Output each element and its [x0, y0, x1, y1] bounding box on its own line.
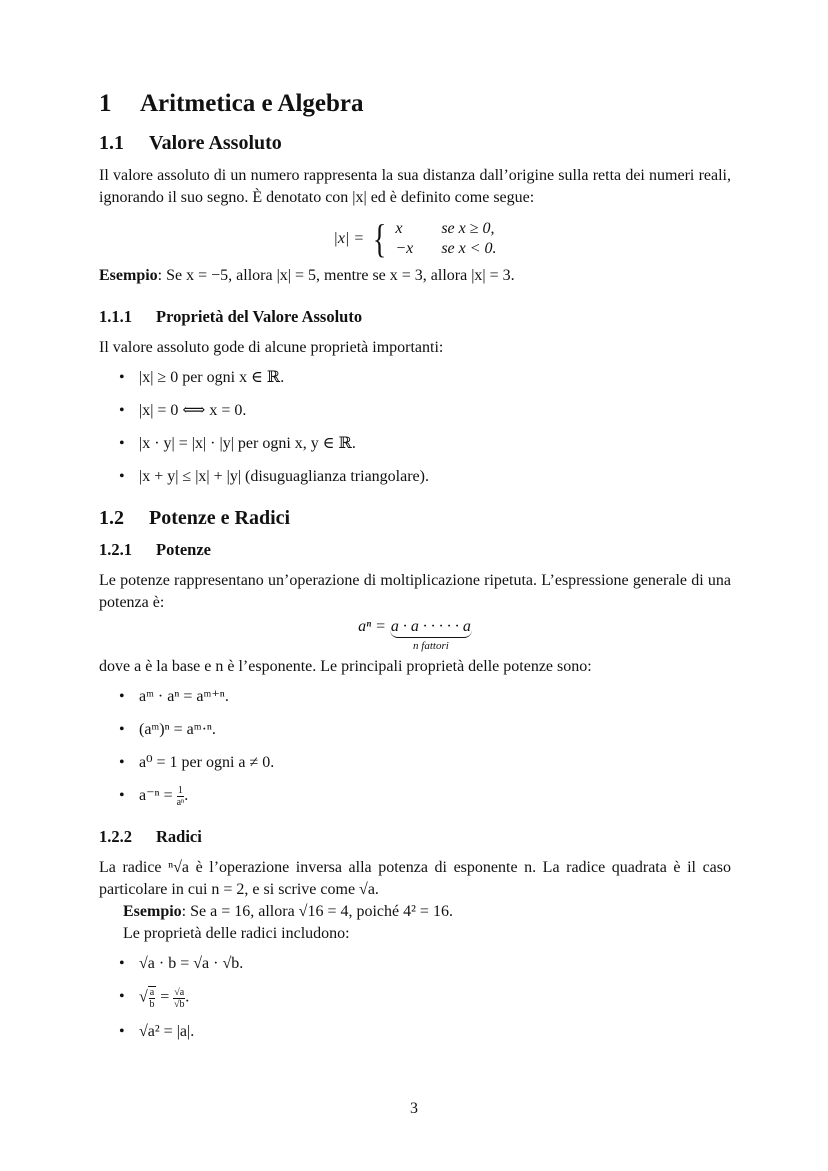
fraction-numerator: a: [149, 987, 155, 998]
formula-lhs: |x| =: [333, 230, 365, 247]
example-label: Esempio: [123, 903, 182, 920]
fraction-numerator: √a: [174, 986, 185, 998]
bullet-list: [99, 953, 731, 1043]
fraction: [173, 987, 185, 1010]
case-condition: se x ≥ 0,: [441, 220, 495, 237]
subsection-title: Potenze e Radici: [149, 507, 291, 529]
paragraph: La radice ⁿ√a è l’operazione inversa alla potenza di esponente n. La radice quadrata è il caso particolare in cui n = 2, e si scrive come √a.: [99, 859, 731, 898]
case-value: −x: [395, 240, 414, 257]
fraction-denominator: b: [149, 999, 155, 1010]
underbrace: [390, 618, 472, 654]
cases-block: [395, 220, 496, 258]
subsubsection-title: Radici: [156, 827, 202, 846]
list-item: • a⁰ = 1 per ogni a ≠ 0.: [99, 752, 731, 774]
list-item: [99, 785, 731, 808]
section-title: Aritmetica e Algebra: [140, 90, 364, 117]
list-item: • aᵐ · aⁿ = aᵐ⁺ⁿ.: [99, 686, 731, 708]
case-condition: se x < 0.: [441, 240, 497, 257]
paragraph: dove a è la base e n è l’esponente. Le principali proprietà delle potenze sono:: [99, 658, 592, 675]
page-number: 3: [410, 1100, 418, 1117]
list-item: • |x · y| = |x| · |y| per ogni x, y ∈ ℝ.: [99, 433, 731, 455]
punctuation: .: [185, 988, 190, 1006]
paragraph: Le potenze rappresentano un’operazione di moltiplicazione ripetuta. L’espressione generale di una potenza è:: [99, 572, 731, 611]
list-item: • (aᵐ)ⁿ = aᵐ·ⁿ.: [99, 719, 731, 741]
subsubsection-title: Proprietà del Valore Assoluto: [156, 307, 363, 326]
list-item: • |x| = 0 ⟺ x = 0.: [99, 400, 731, 422]
subsubsection-heading: [99, 827, 731, 847]
list-item: • |x + y| ≤ |x| + |y| (disuguaglianza triangolare).: [99, 466, 731, 488]
subsubsection-title: Potenze: [156, 540, 211, 559]
example-label: Esempio: [99, 267, 158, 284]
formula-lhs: aⁿ =: [358, 618, 386, 635]
subsubsection-number: 1.2.1: [99, 540, 132, 559]
subsubsection-heading: [99, 540, 731, 560]
punctuation: .: [184, 787, 189, 805]
bullet-list: [99, 367, 731, 488]
underbrace-label: n fattori: [413, 640, 449, 652]
paragraph: Il valore assoluto di un numero rappresenta la sua distanza dall’origine sulla retta dei numeri reali, ignorando il suo segno. È denotato con |x| ed è definito come segue:: [99, 167, 731, 206]
display-formula: [99, 216, 731, 261]
section-heading: [99, 90, 731, 118]
bullet-list: [99, 686, 731, 808]
subsection-number: 1.1: [99, 132, 124, 154]
underbrace-expression: a · a · · · · · a: [390, 618, 472, 638]
example-paragraph: [99, 901, 731, 923]
paragraph: Il valore assoluto gode di alcune proprietà importanti:: [99, 339, 444, 356]
display-formula: [99, 618, 731, 654]
list-item: [99, 986, 731, 1010]
expression: a⁻ⁿ =: [139, 787, 173, 805]
fraction-denominator: aⁿ: [176, 797, 185, 808]
subsection-title: Valore Assoluto: [149, 132, 282, 154]
section-number: 1: [99, 90, 112, 117]
example-text: : Se x = −5, allora |x| = 5, mentre se x = 3, allora |x| = 3.: [157, 267, 515, 284]
subsection-heading: [99, 132, 731, 155]
fraction-numerator: 1: [177, 785, 183, 796]
document-page: [99, 90, 731, 1054]
left-brace-symbol: {: [373, 216, 387, 261]
subsubsection-number: 1.2.2: [99, 827, 132, 846]
fraction: [148, 986, 156, 1010]
equals-sign: =: [160, 988, 170, 1006]
list-item: • √a · b = √a · √b.: [99, 953, 731, 975]
paragraph: Le proprietà delle radici includono:: [123, 925, 350, 942]
list-item: • |x| ≥ 0 per ogni x ∈ ℝ.: [99, 367, 731, 389]
subsection-number: 1.2: [99, 507, 124, 529]
example-paragraph: [99, 265, 731, 287]
subsubsection-number: 1.1.1: [99, 307, 132, 326]
subsection-heading: [99, 507, 731, 530]
example-text: : Se a = 16, allora √16 = 4, poiché 4² = 16.: [181, 903, 453, 920]
list-item: • √a² = |a|.: [99, 1021, 731, 1043]
subsubsection-heading: [99, 307, 731, 327]
case-value: x: [395, 220, 403, 237]
sqrt-symbol: √: [139, 988, 148, 1006]
fraction-denominator: √b: [173, 998, 185, 1010]
